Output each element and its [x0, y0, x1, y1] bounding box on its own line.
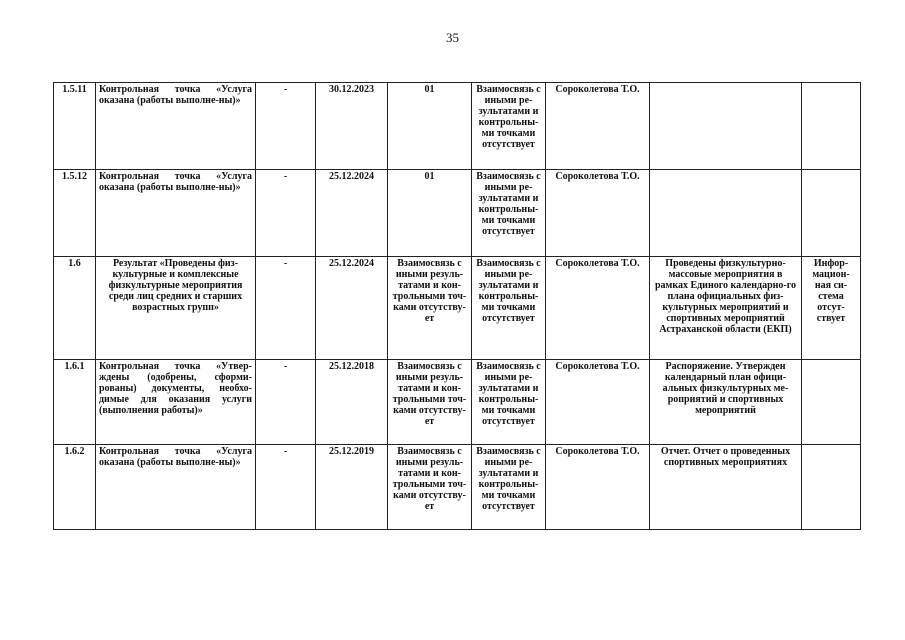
row-responsible: Сороколетова Т.О.: [546, 170, 650, 257]
row-info-system: [802, 83, 861, 170]
row-number: 1.6: [54, 257, 96, 360]
row-number: 1.6.1: [54, 360, 96, 445]
table-row: [54, 360, 861, 445]
row-relation: Взаимосвязь с иными ре-зультатами и контрольны-ми точками отсутствует: [472, 83, 546, 170]
row-date: 25.12.2018: [316, 360, 388, 445]
row-date: 30.12.2023: [316, 83, 388, 170]
row-dash: -: [256, 257, 316, 360]
row-document: [650, 83, 802, 170]
row-info-system: [802, 170, 861, 257]
row-info-system: [802, 360, 861, 445]
row-date: 25.12.2019: [316, 445, 388, 530]
table-row: [54, 170, 861, 257]
row-document: Отчет. Отчет о проведенных спортивных мероприятиях: [650, 445, 802, 530]
row-responsible: Сороколетова Т.О.: [546, 83, 650, 170]
row-relation-results: Взаимосвязь с иными резуль-татами и кон-трольными точ-ками отсутству-ет: [388, 360, 472, 445]
row-date: 25.12.2024: [316, 170, 388, 257]
row-relation: Взаимосвязь с иными ре-зультатами и контрольны-ми точками отсутствует: [472, 360, 546, 445]
table-row: [54, 445, 861, 530]
row-name: Контрольная точка «Услуга оказана (работы выполне-ны)»: [96, 83, 256, 170]
row-dash: -: [256, 170, 316, 257]
row-document: Распоряжение. Утвержден календарный план офици-альных физкультурных ме-роприятий и спортивных мероприятий: [650, 360, 802, 445]
row-name: Контрольная точка «Услуга оказана (работы выполне-ны)»: [96, 445, 256, 530]
row-responsible: Сороколетова Т.О.: [546, 445, 650, 530]
row-code: 01: [388, 83, 472, 170]
table-row: [54, 257, 861, 360]
row-info-system: Инфор-мацион-ная си-стема отсут-ствует: [802, 257, 861, 360]
row-relation: Взаимосвязь с иными ре-зультатами и контрольны-ми точками отсутствует: [472, 170, 546, 257]
row-relation-results: Взаимосвязь с иными резуль-татами и кон-трольными точ-ками отсутству-ет: [388, 445, 472, 530]
row-document: [650, 170, 802, 257]
control-points-table: [53, 82, 861, 530]
row-number: 1.5.11: [54, 83, 96, 170]
row-date: 25.12.2024: [316, 257, 388, 360]
row-info-system: [802, 445, 861, 530]
row-name: Контрольная точка «Утвер-ждены (одобрены, сформи-рованы) документы, необхо-димые для оказания услуги (выполнения работы)»: [96, 360, 256, 445]
page-number: 35: [446, 30, 459, 45]
row-relation: Взаимосвязь с иными ре-зультатами и контрольны-ми точками отсутствует: [472, 445, 546, 530]
row-name: Результат «Проведены физ-культурные и комплексные физкультурные мероприятия среди лиц средних и старших возрастных групп»: [96, 257, 256, 360]
row-responsible: Сороколетова Т.О.: [546, 360, 650, 445]
row-document: Проведены физкультурно-массовые мероприятия в рамках Единого календарно-го плана официальных физ-культурных мероприятий и спортивных мероприятий Астраханской области (ЕКП): [650, 257, 802, 360]
row-dash: -: [256, 83, 316, 170]
row-dash: -: [256, 445, 316, 530]
table-row: [54, 83, 861, 170]
row-relation-results: Взаимосвязь с иными резуль-татами и кон-трольными точ-ками отсутству-ет: [388, 257, 472, 360]
row-name: Контрольная точка «Услуга оказана (работы выполне-ны)»: [96, 170, 256, 257]
row-responsible: Сороколетова Т.О.: [546, 257, 650, 360]
row-code: 01: [388, 170, 472, 257]
row-dash: -: [256, 360, 316, 445]
row-number: 1.6.2: [54, 445, 96, 530]
row-relation: Взаимосвязь с иными ре-зультатами и контрольны-ми точками отсутствует: [472, 257, 546, 360]
row-number: 1.5.12: [54, 170, 96, 257]
